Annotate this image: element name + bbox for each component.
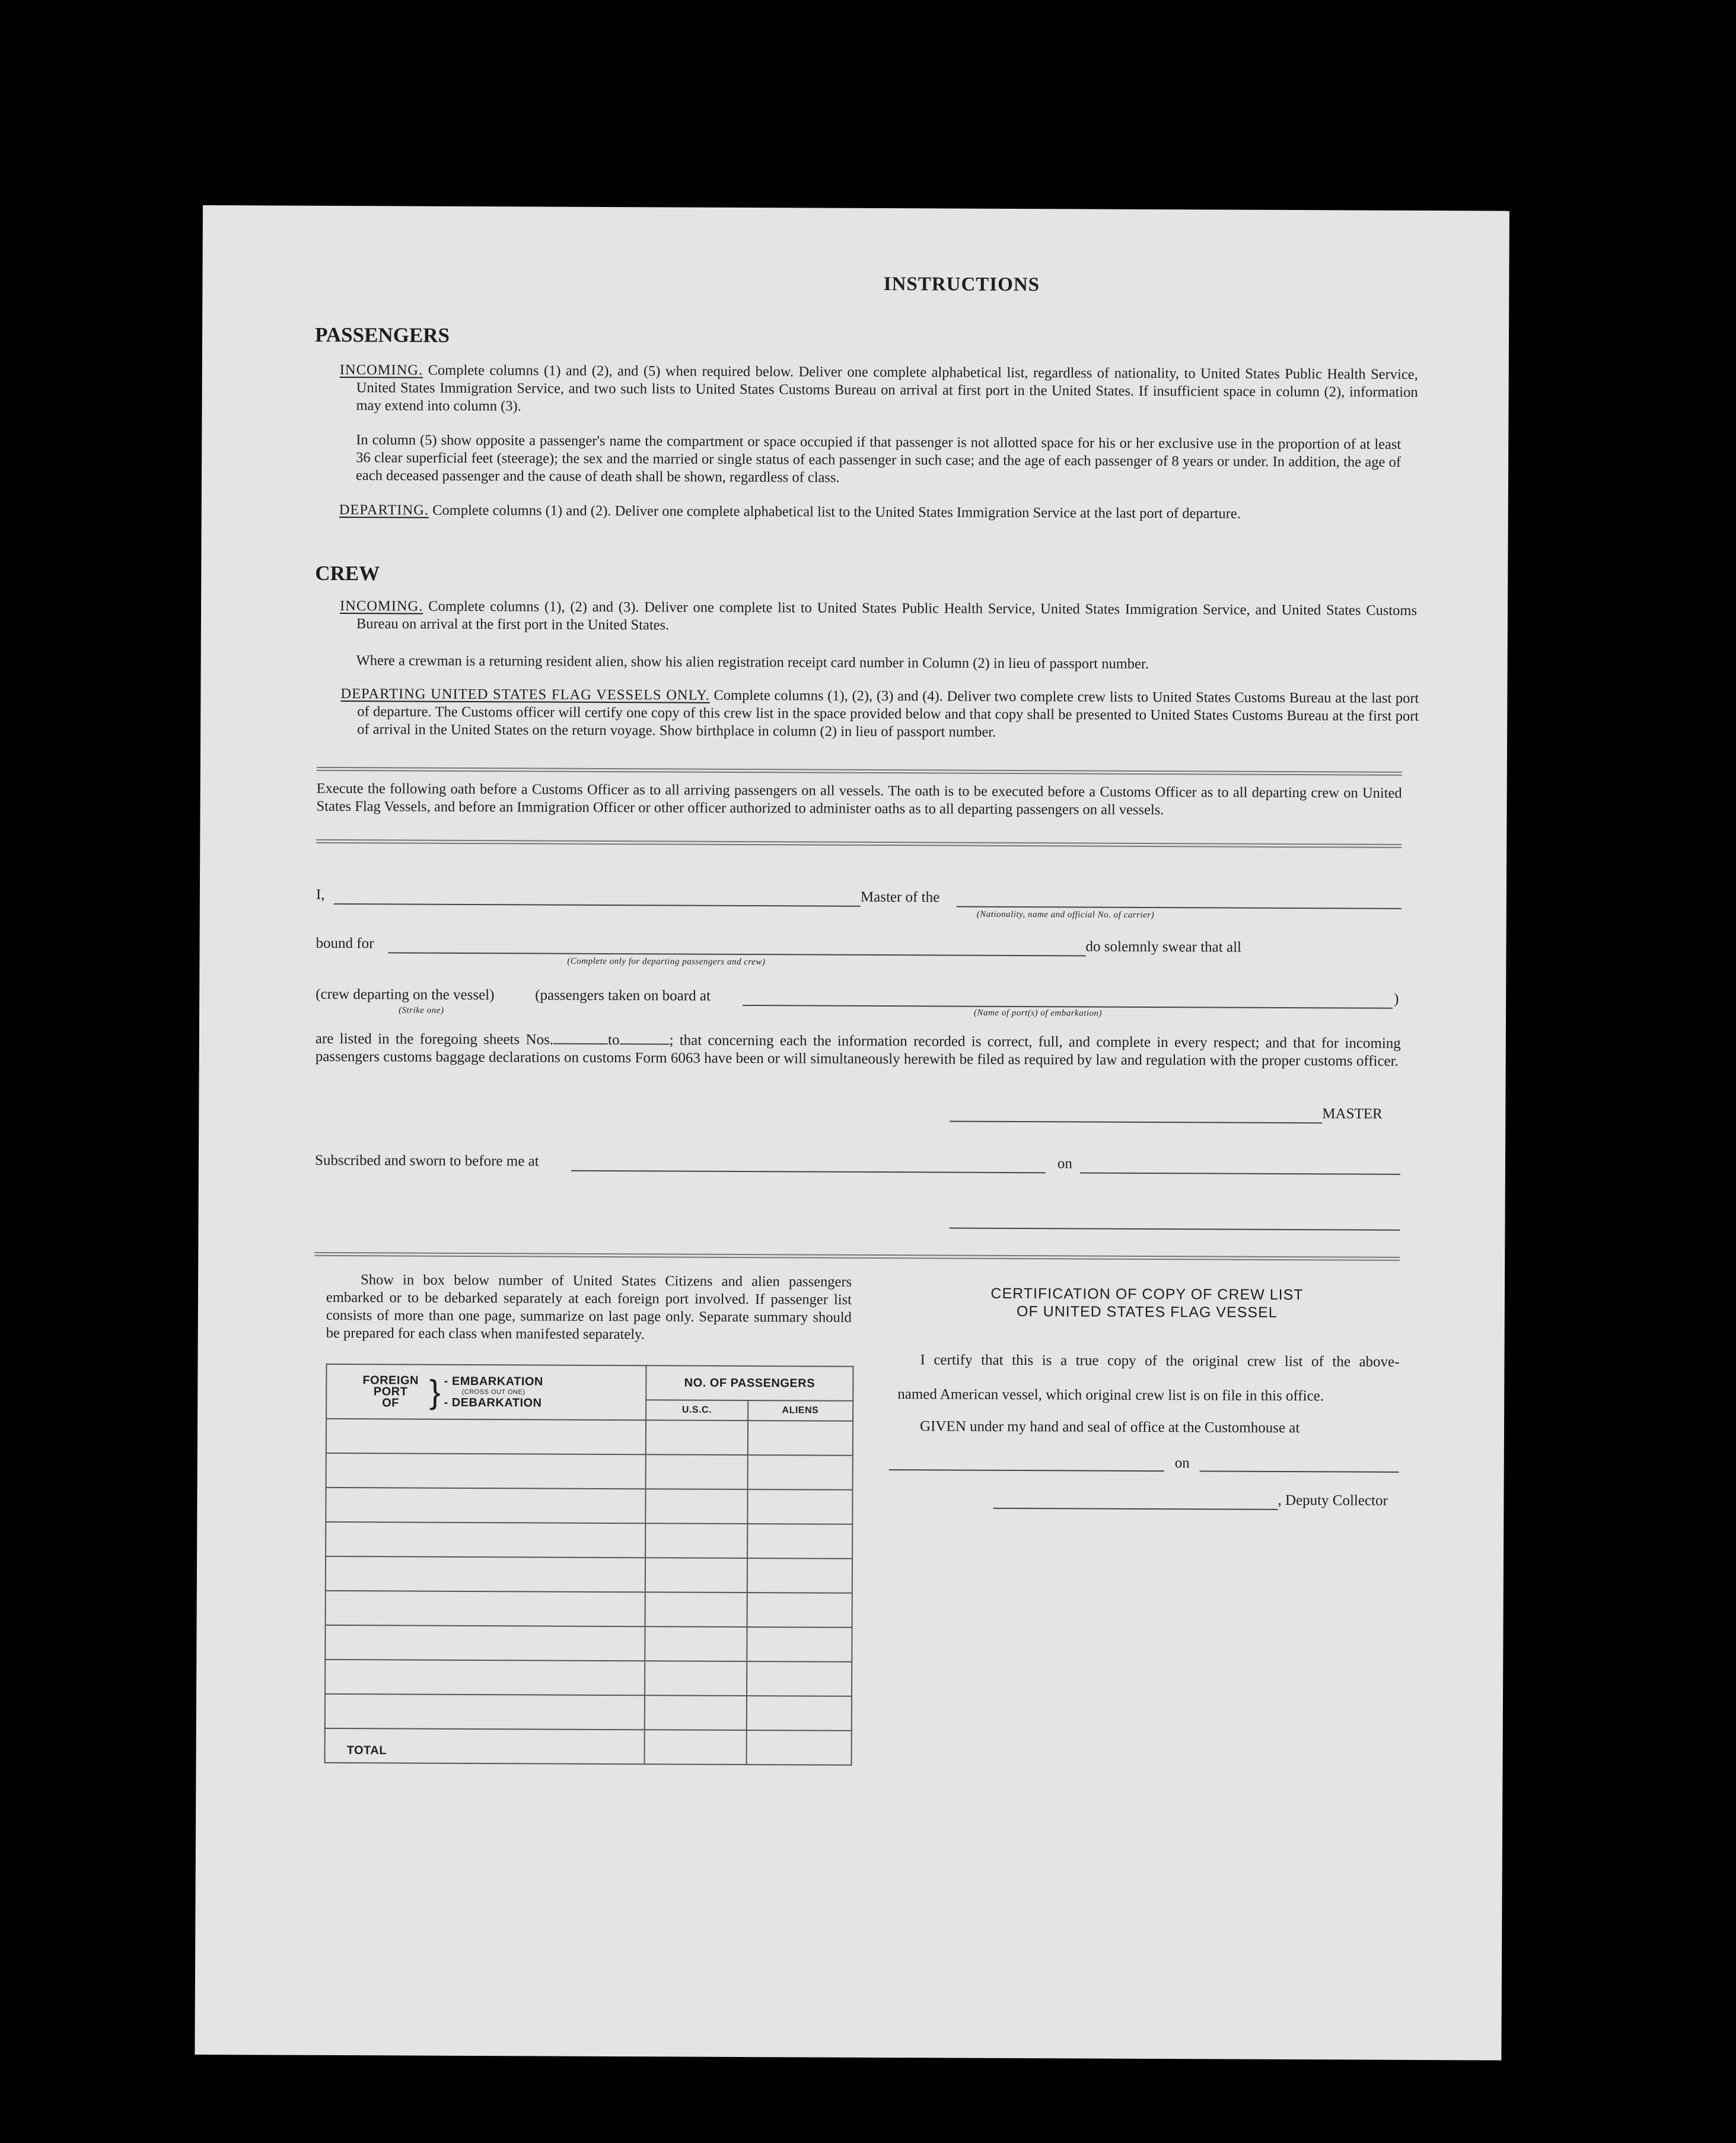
usc-cell[interactable] bbox=[646, 1420, 748, 1455]
bound-for-field[interactable] bbox=[388, 952, 1085, 956]
aliens-header bbox=[748, 1400, 853, 1421]
cross-out-note: (CROSS OUT ONE) bbox=[461, 1388, 525, 1396]
aliens-cell[interactable] bbox=[747, 1661, 852, 1696]
debarkation-option[interactable]: - DEBARKATION bbox=[444, 1396, 542, 1410]
port-cell[interactable] bbox=[326, 1591, 645, 1626]
page-title: INSTRUCTIONS bbox=[883, 273, 1040, 296]
usc-cell[interactable] bbox=[645, 1592, 747, 1627]
given-line: GIVEN under my hand and seal of office at the Customhouse at bbox=[919, 1418, 1300, 1437]
table-row bbox=[326, 1453, 853, 1490]
subscribed-place-field[interactable] bbox=[571, 1170, 1046, 1173]
port-cell[interactable] bbox=[325, 1625, 645, 1661]
passenger-summary-table bbox=[324, 1364, 854, 1766]
sheet-from-field[interactable] bbox=[553, 1043, 608, 1045]
listed-text-a: are listed in the foregoing sheets Nos. bbox=[315, 1030, 554, 1048]
port-cell[interactable] bbox=[326, 1488, 645, 1523]
usc-cell[interactable] bbox=[645, 1695, 747, 1730]
master-of-label: Master of the bbox=[860, 889, 940, 906]
embarkation-option[interactable]: - EMBARKATION bbox=[444, 1374, 543, 1389]
usc-header bbox=[646, 1400, 748, 1421]
usc-cell[interactable] bbox=[645, 1558, 747, 1593]
port-cell[interactable] bbox=[326, 1522, 645, 1558]
certification-date-field[interactable] bbox=[1200, 1470, 1399, 1472]
passengers-incoming-text: Complete columns (1) and (2), and (5) when required below. Deliver one complete alphabetical list, regardless of nationality, to United States Public Health Service, United States Immigration Service, and two such lists to United States Customs Bureau on arrival at first port in the United States. If insufficient space in column (2), information may extend into column (3). bbox=[356, 362, 1418, 415]
form-page bbox=[195, 205, 1509, 2061]
port-cell[interactable] bbox=[325, 1694, 645, 1730]
nationality-caption: (Nationality, name and official No. of carrier) bbox=[976, 909, 1155, 921]
total-row bbox=[325, 1728, 852, 1765]
officer-signature-field[interactable] bbox=[949, 1228, 1400, 1231]
listed-to: to bbox=[608, 1031, 620, 1049]
aliens-cell[interactable] bbox=[747, 1593, 852, 1628]
usc-cell[interactable] bbox=[645, 1626, 747, 1661]
sheet-to-field[interactable] bbox=[620, 1043, 670, 1045]
port-cell[interactable] bbox=[325, 1660, 645, 1695]
table-row bbox=[325, 1694, 852, 1731]
strike-one-caption: (Strike one) bbox=[399, 1005, 444, 1015]
master-signature-field[interactable] bbox=[950, 1121, 1322, 1124]
table-row bbox=[326, 1419, 853, 1456]
subscribed-date-field[interactable] bbox=[1080, 1172, 1400, 1174]
passengers-departing-text: Complete columns (1) and (2). Deliver one complete alphabetical list to the United States Immigration Service at the last port of departure. bbox=[428, 502, 1241, 522]
total-label-cell bbox=[325, 1728, 645, 1764]
divider-3 bbox=[314, 1252, 1400, 1261]
port-caption: (Name of port(s) of embarkation) bbox=[974, 1008, 1103, 1018]
divider-2 bbox=[316, 839, 1401, 848]
aliens-cell[interactable] bbox=[747, 1627, 852, 1662]
crew-incoming-paragraph bbox=[340, 597, 1417, 638]
oath-i-label: I, bbox=[316, 886, 325, 903]
passengers-departing-label: DEPARTING. bbox=[339, 502, 429, 518]
usc-label: U.S.C. bbox=[681, 1405, 712, 1415]
table-row bbox=[326, 1488, 852, 1524]
foreign-port-header bbox=[326, 1364, 646, 1420]
usc-cell[interactable] bbox=[645, 1523, 747, 1558]
total-usc-cell[interactable] bbox=[645, 1730, 747, 1765]
foreign-label: FOREIGN bbox=[362, 1373, 419, 1387]
usc-cell[interactable] bbox=[646, 1454, 748, 1489]
certification-title bbox=[939, 1284, 1355, 1322]
certification-title-line2: OF UNITED STATES FLAG VESSEL bbox=[1016, 1303, 1278, 1321]
bound-for-label: bound for bbox=[316, 935, 374, 952]
carrier-field[interactable] bbox=[957, 906, 1401, 909]
table-row bbox=[326, 1522, 852, 1559]
crew-incoming-text: Complete columns (1), (2) and (3). Deliver one complete list to United States Public Health Service, United States Immigration Service, and United States Customs Bureau on arrival at the first port in the United States. bbox=[356, 598, 1418, 633]
crew-departing-text: Complete columns (1), (2), (3) and (4). Deliver two complete crew lists to United States Customs Bureau at the last port of departure. The Customs officer will certify one copy of this crew list in the space provided below and that copy shall be presented to United States Customs Bureau at the first port of arrival in the United States on the return voyage. Show birthplace in column (2) in lieu of passport number. bbox=[357, 687, 1419, 740]
crew-departing-option: (crew departing on the vessel) bbox=[316, 986, 495, 1004]
close-paren: ) bbox=[1394, 991, 1399, 1007]
port-cell[interactable] bbox=[326, 1419, 646, 1454]
oath-instructions: Execute the following oath before a Customs Officer as to all arriving passengers on all vessels. The oath is to be executed before a Customs Officer as to all departing crew on United States Flag Vessels, and before an Immigration Officer or other officer authorized to administer oaths as to all departing passengers on all vessels. bbox=[316, 780, 1402, 819]
divider-1 bbox=[317, 767, 1402, 776]
brace: } bbox=[429, 1373, 441, 1410]
passengers-heading: PASSENGERS bbox=[314, 323, 450, 347]
port-cell[interactable] bbox=[326, 1556, 645, 1592]
certify-line1: I certify that this is a true copy of the original crew list of the above- bbox=[920, 1352, 1400, 1370]
master-label: MASTER bbox=[1322, 1106, 1383, 1122]
passengers-column5-paragraph: In column (5) show opposite a passenger's name the compartment or space occupied if that passenger is not allotted space for his or her exclusive use in the proportion of at least 36 clear superficial feet (steerage); the sex and the married or single status of each passenger in such case; and the age of each passenger of 8 years or under. In addition, the age of each deceased passenger and the cause of death shall be shown, regardless of class. bbox=[355, 432, 1401, 486]
aliens-cell[interactable] bbox=[747, 1558, 852, 1593]
passengers-departing-paragraph bbox=[339, 501, 1418, 524]
subscribed-on-label: on bbox=[1057, 1155, 1073, 1172]
no-passengers-header bbox=[646, 1365, 853, 1401]
certify-line2: named American vessel, which original crew list is on file in this office. bbox=[897, 1386, 1324, 1405]
solemnly-swear-label: do solemnly swear that all bbox=[1085, 938, 1242, 956]
usc-cell[interactable] bbox=[645, 1489, 747, 1524]
summary-instructions: Show in box below number of United States Citizens and alien passengers embarked or to be debarked separately at each foreign port involved. If passenger list consists of more than one page, summarize on last page only. Separate summary should be prepared for each class when manifested separately. bbox=[326, 1272, 852, 1343]
master-name-field[interactable] bbox=[334, 903, 861, 907]
aliens-cell[interactable] bbox=[747, 1524, 853, 1559]
table-row bbox=[326, 1591, 852, 1628]
passengers-incoming-paragraph bbox=[339, 361, 1418, 419]
deputy-collector-signature-field[interactable] bbox=[993, 1508, 1278, 1510]
aliens-cell[interactable] bbox=[747, 1489, 853, 1524]
passengers-incoming-label: INCOMING. bbox=[339, 362, 423, 378]
passengers-taken-option: (passengers taken on board at bbox=[535, 987, 711, 1004]
aliens-cell[interactable] bbox=[746, 1696, 852, 1731]
crew-alien-paragraph: Where a crewman is a returning resident alien, show his alien registration receipt card number in Column (2) in lieu of passport number. bbox=[356, 652, 1149, 672]
listed-text-b: ; that concerning each the information recorded is correct, full, and complete in every respect; and that for incoming passengers customs baggage declarations on customs Form 6063 have been or will simultaneously herewith be filed as required by law and regulation with the proper customs officer. bbox=[315, 1032, 1401, 1069]
table-row bbox=[325, 1625, 852, 1662]
table-row bbox=[326, 1556, 852, 1593]
aliens-cell[interactable] bbox=[747, 1455, 853, 1490]
table-row bbox=[325, 1660, 852, 1696]
aliens-label: ALIENS bbox=[782, 1405, 819, 1416]
subscribed-label: Subscribed and sworn to before me at bbox=[314, 1152, 539, 1170]
crew-incoming-label: INCOMING. bbox=[339, 598, 423, 614]
port-label: PORT bbox=[373, 1384, 408, 1399]
usc-cell[interactable] bbox=[645, 1661, 747, 1696]
certification-on-label: on bbox=[1174, 1455, 1190, 1472]
listed-paragraph bbox=[316, 1030, 1401, 1071]
customhouse-field[interactable] bbox=[889, 1469, 1164, 1472]
total-aliens-cell[interactable] bbox=[746, 1730, 852, 1765]
of-label: OF bbox=[382, 1396, 399, 1409]
crew-departing-paragraph bbox=[340, 685, 1419, 743]
certification-title-line1: CERTIFICATION OF COPY OF CREW LIST bbox=[990, 1285, 1304, 1304]
complete-only-caption: (Complete only for departing passengers and crew) bbox=[567, 956, 766, 967]
aliens-cell[interactable] bbox=[747, 1421, 853, 1456]
total-label: TOTAL bbox=[346, 1744, 387, 1757]
port-cell[interactable] bbox=[326, 1453, 646, 1489]
no-passengers-label: NO. OF PASSENGERS bbox=[684, 1376, 816, 1390]
crew-departing-label: DEPARTING UNITED STATES FLAG VESSELS ONLY. bbox=[340, 686, 710, 703]
crew-heading: CREW bbox=[315, 561, 380, 585]
deputy-collector-label: , Deputy Collector bbox=[1278, 1492, 1388, 1509]
